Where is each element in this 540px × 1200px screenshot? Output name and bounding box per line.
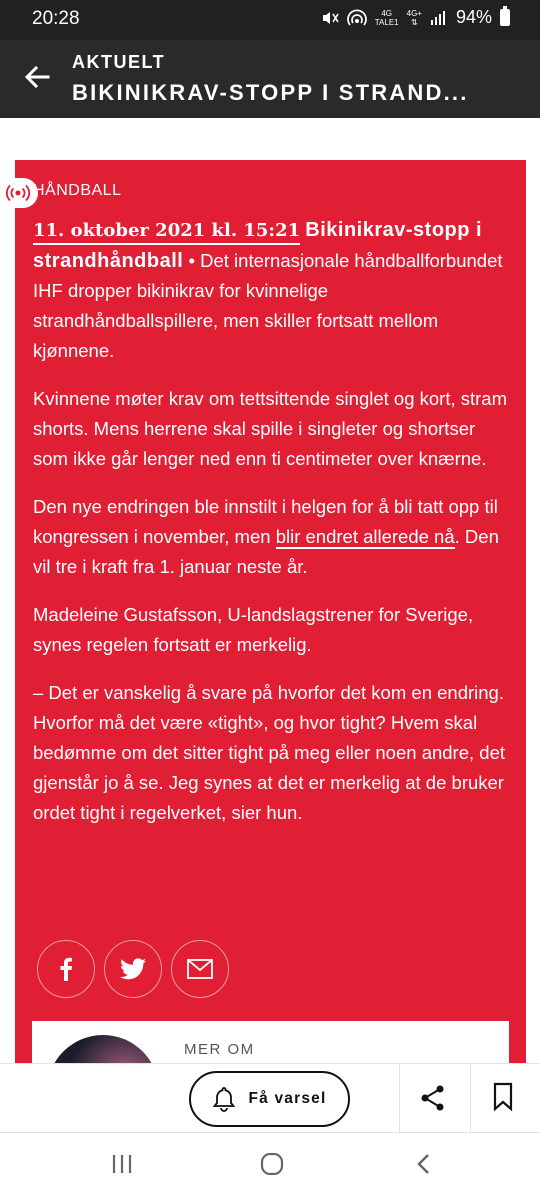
separator-dot: • bbox=[188, 250, 195, 271]
divider bbox=[470, 1064, 471, 1134]
notify-label: Få varsel bbox=[248, 1090, 327, 1107]
app-header bbox=[0, 40, 540, 118]
twitter-share-button[interactable] bbox=[104, 940, 162, 998]
recent-apps-icon[interactable] bbox=[111, 1153, 133, 1175]
status-time: 20:28 bbox=[32, 8, 80, 29]
inline-link[interactable]: blir endret allerede nå bbox=[275, 526, 455, 547]
paragraph-3: Den nye endringen ble innstilt i helgen for å bli tatt opp til kongressen i november, men blir endret allerede nå. Den vil tre i kraft fra 1. januar neste år. bbox=[33, 496, 499, 577]
broadcast-icon bbox=[5, 184, 31, 202]
divider bbox=[399, 1064, 400, 1134]
header-kicker: AKTUELT bbox=[72, 52, 166, 72]
article-body bbox=[33, 215, 513, 846]
mute-icon bbox=[321, 9, 339, 27]
facebook-icon bbox=[59, 957, 73, 981]
article-card bbox=[15, 160, 526, 1110]
notify-button[interactable] bbox=[189, 1071, 350, 1127]
twitter-icon bbox=[120, 958, 146, 980]
article-date[interactable]: 11. oktober 2021 kl. 15:21 bbox=[33, 220, 300, 245]
email-share-button[interactable] bbox=[171, 940, 229, 998]
system-nav-bar bbox=[0, 1133, 540, 1200]
lead-paragraph bbox=[33, 215, 513, 366]
action-bar bbox=[0, 1063, 540, 1133]
network-indicator-2: 4G+ ⇅ bbox=[406, 8, 422, 27]
paragraph-2: Kvinnene møter krav om tettsittende singlet og kort, stram shorts. Mens herrene skal spille i singleter og shortser som ikke går lenger ned enn ti centimeter over knærne. bbox=[33, 388, 507, 469]
lead-text: Det internasjonale håndballforbundet IHF dropper bikinikrav for kvinnelige strandhåndballspillere, men skiller fortsatt mellom kjønnene. bbox=[33, 250, 503, 361]
paragraph-5: – Det er vanskelig å svare på hvorfor det kom en endring. Hvorfor må det være «tight», og hvor tight? Hvem skal bedømme om det sitter tight på meg eller noen andre, det gjenstår jo å se. Jeg synes at det er merkelig at de bruker ordet tight i regelverket, sier hun. bbox=[33, 682, 506, 823]
share-buttons bbox=[37, 940, 229, 998]
home-icon[interactable] bbox=[260, 1153, 284, 1175]
article-category[interactable]: HÅNDBALL bbox=[33, 182, 122, 199]
back-arrow-icon[interactable] bbox=[22, 62, 52, 92]
header-title: BIKINIKRAV-STOPP I STRAND... bbox=[72, 80, 469, 105]
status-bar bbox=[0, 0, 540, 40]
mail-icon bbox=[187, 959, 213, 979]
bell-icon bbox=[212, 1086, 236, 1112]
facebook-share-button[interactable] bbox=[37, 940, 95, 998]
hotspot-icon bbox=[347, 9, 367, 27]
article-headline: Bikinikrav-stopp i strandhåndball bbox=[33, 219, 483, 272]
network-indicator: 4G TALE1 bbox=[374, 8, 399, 27]
paragraph-4: Madeleine Gustafsson, U-landslagstrener for Sverige, synes regelen fortsatt er merkelig. bbox=[33, 604, 474, 655]
status-icons bbox=[321, 7, 510, 28]
share-icon[interactable] bbox=[420, 1084, 446, 1112]
back-nav-icon[interactable] bbox=[416, 1153, 432, 1175]
signal-icon bbox=[430, 10, 448, 26]
battery-level: 94% bbox=[455, 7, 492, 27]
bookmark-icon[interactable] bbox=[493, 1082, 513, 1112]
battery-icon bbox=[500, 9, 510, 26]
more-about-label: MER OM bbox=[184, 1041, 255, 1058]
